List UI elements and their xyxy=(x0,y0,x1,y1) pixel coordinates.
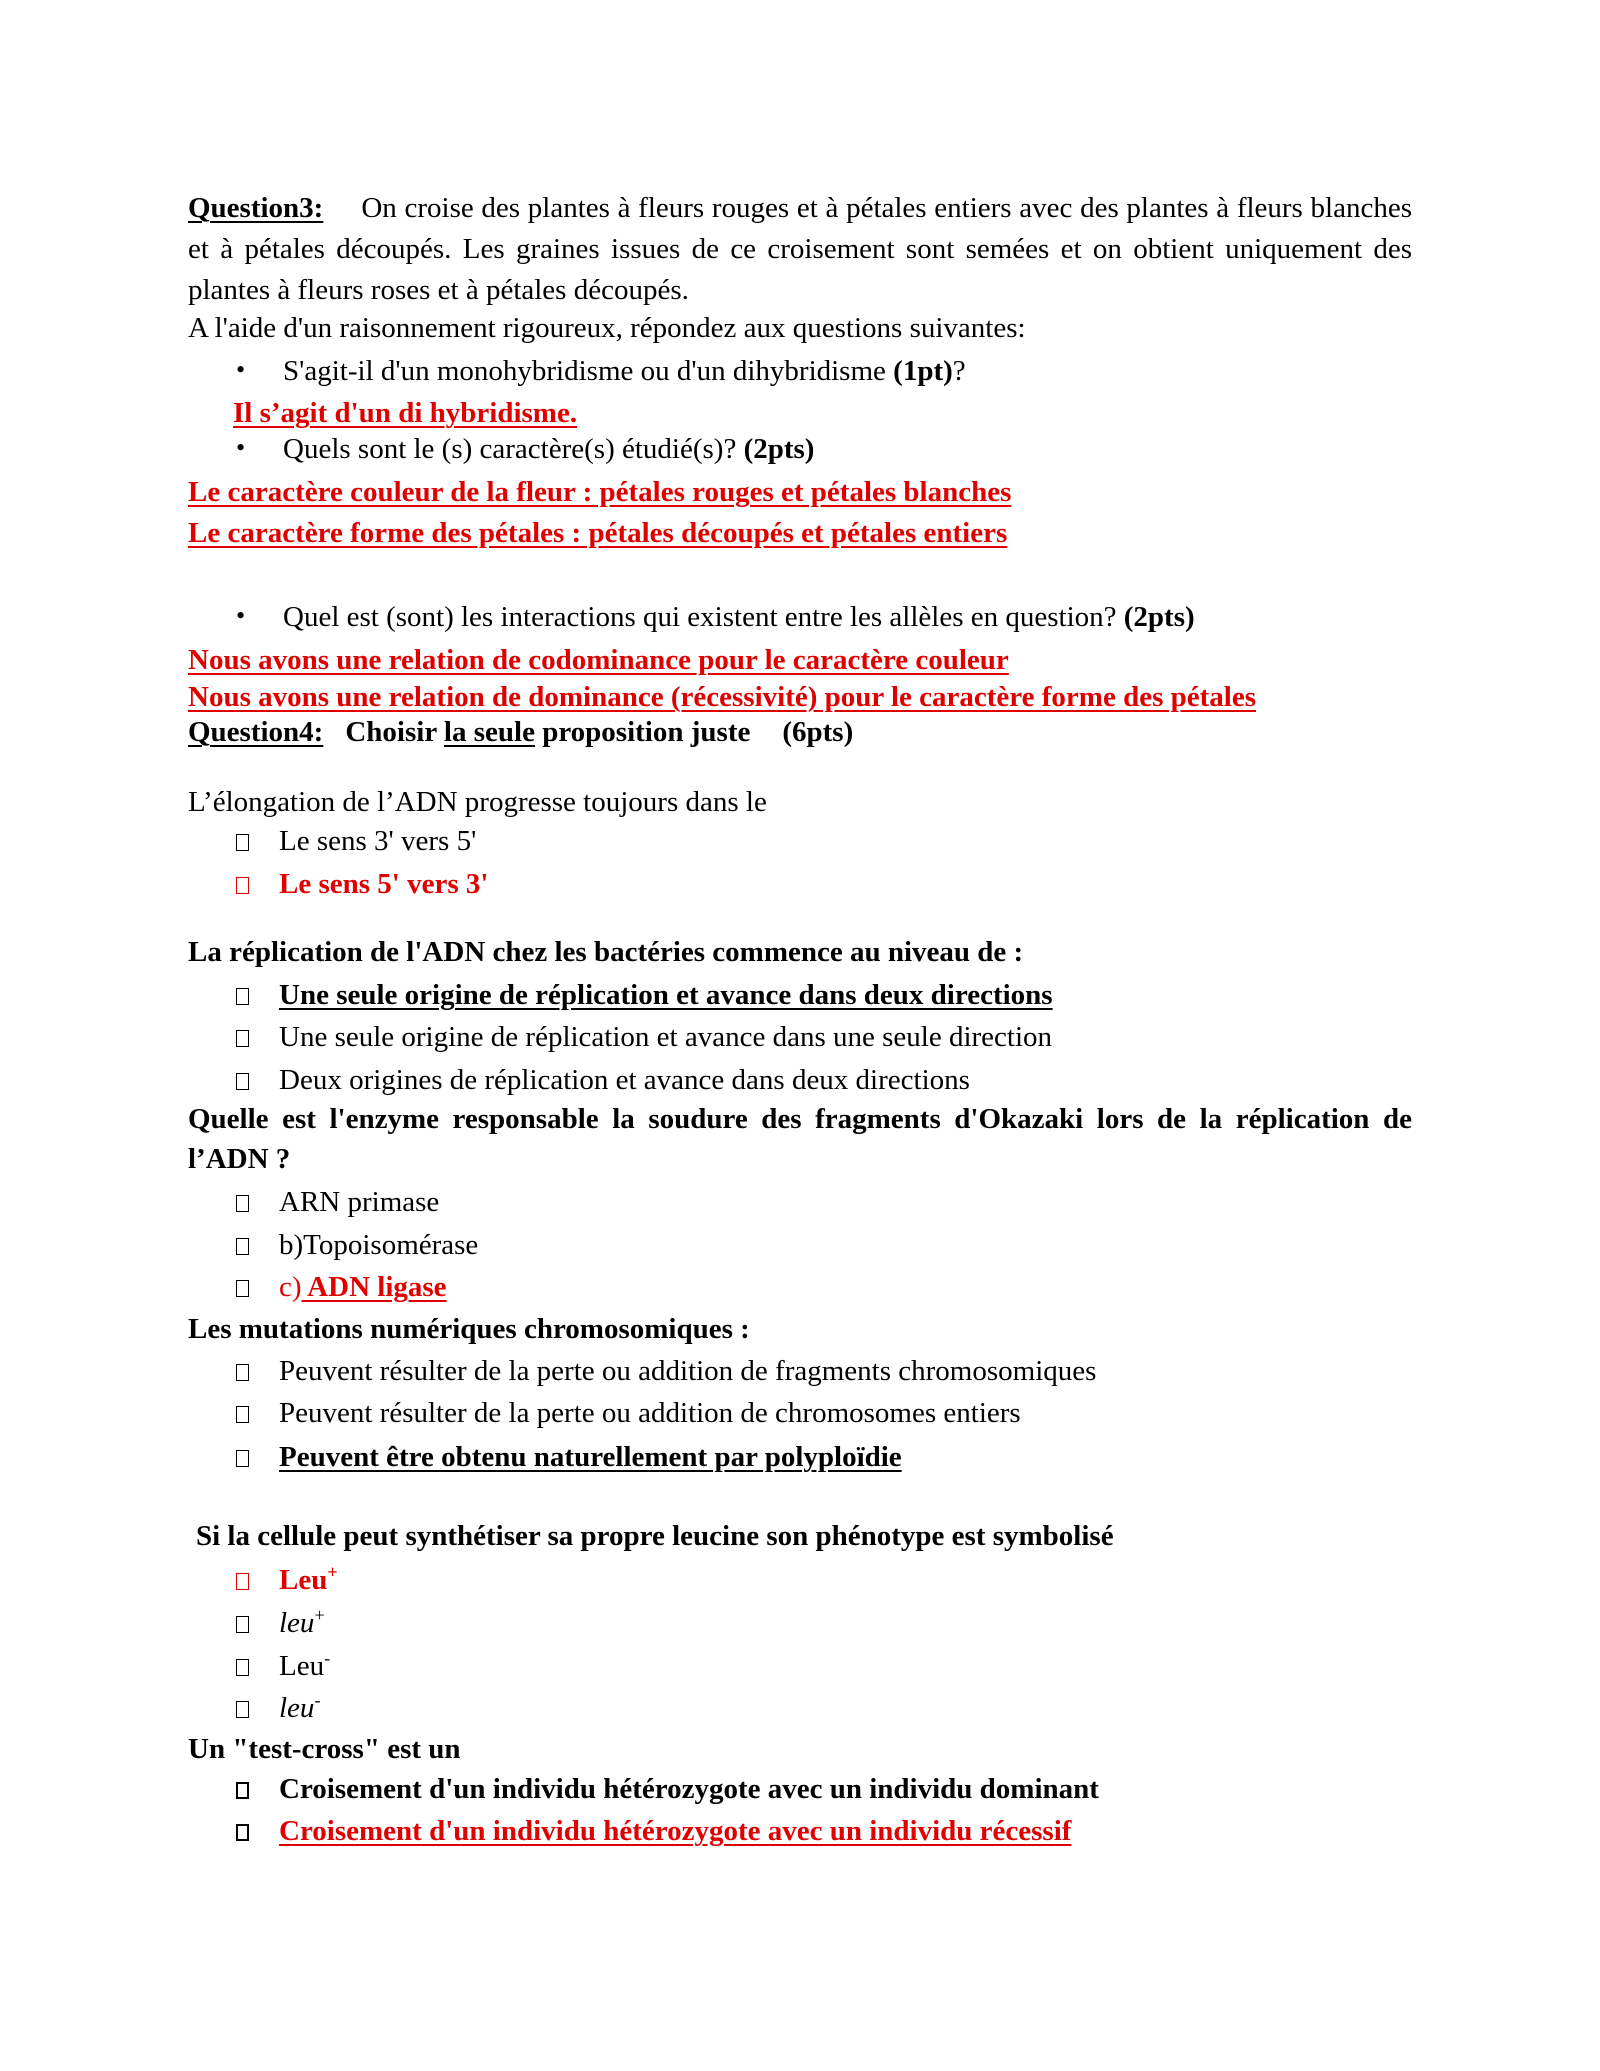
checkbox-icon[interactable] xyxy=(236,1450,249,1467)
answer-2-line-1: Le caractère couleur de la fleur : pétales rouges et pétales blanches xyxy=(188,476,1012,508)
answer-1: Il s’agit d'un di hybridisme. xyxy=(233,397,578,429)
answer-3-line-1: Nous avons une relation de codominance pour le caractère couleur xyxy=(188,644,1009,676)
mcq-4-option-2[interactable]: Peuvent résulter de la perte ou addition de chromosomes entiers xyxy=(236,1396,1021,1431)
mcq-1-option-2[interactable]: Le sens 5' vers 3' xyxy=(236,867,488,902)
checkbox-icon[interactable] xyxy=(236,1616,249,1633)
mcq-2-option-2[interactable]: Une seule origine de réplication et avance dans une seule direction xyxy=(236,1020,1052,1055)
question3-label: Question3: xyxy=(188,192,324,224)
mcq-2-option-1[interactable]: Une seule origine de réplication et avance dans deux directions xyxy=(236,978,1053,1013)
checkbox-icon[interactable] xyxy=(236,1406,249,1423)
mcq-5-option-2[interactable]: leu+ xyxy=(236,1606,325,1641)
checkbox-icon[interactable] xyxy=(236,1195,249,1212)
checkbox-icon[interactable] xyxy=(236,1659,249,1676)
checkbox-icon[interactable] xyxy=(236,1030,249,1047)
mcq-5-option-3[interactable]: Leu- xyxy=(236,1649,330,1684)
answer-2-line-2: Le caractère forme des pétales : pétales découpés et pétales entiers xyxy=(188,517,1008,549)
checkbox-icon[interactable] xyxy=(236,834,249,851)
mcq-1-option-1[interactable]: Le sens 3' vers 5' xyxy=(236,824,476,859)
checkbox-icon[interactable] xyxy=(236,1280,249,1297)
mcq-3-option-1[interactable]: ARN primase xyxy=(236,1185,439,1220)
mcq-3-prompt: Quelle est l'enzyme responsable la soudure des fragments d'Okazaki lors de la réplication de l’ADN ? xyxy=(188,1103,1412,1175)
mcq-1-prompt: L’élongation de l’ADN progresse toujours dans le xyxy=(188,786,767,818)
mcq-6-prompt: Un "test-cross" est un xyxy=(188,1733,461,1765)
checkbox-icon[interactable] xyxy=(236,1073,249,1090)
question4-label: Question4: xyxy=(188,716,324,748)
mcq-6-option-2[interactable]: Croisement d'un individu hétérozygote avec un individu récessif xyxy=(236,1814,1071,1849)
question3-text: On croise des plantes à fleurs rouges et à pétales entiers avec des plantes à fleurs blanches et à pétales découpés. Les graines issues de ce croisement sont semées et on obtient uniquement des plantes à fleurs roses et à pétales découpés. xyxy=(188,192,1412,306)
mcq-4-prompt: Les mutations numériques chromosomiques : xyxy=(188,1313,750,1345)
checkbox-icon[interactable] xyxy=(236,877,249,894)
mcq-2-option-3[interactable]: Deux origines de réplication et avance dans deux directions xyxy=(236,1063,970,1098)
mcq-5-option-4[interactable]: leu- xyxy=(236,1691,320,1726)
mcq-4-option-1[interactable]: Peuvent résulter de la perte ou addition de fragments chromosomiques xyxy=(236,1354,1096,1389)
checkbox-icon[interactable] xyxy=(236,1824,249,1841)
answer-3-line-2: Nous avons une relation de dominance (récessivité) pour le caractère forme des pétales xyxy=(188,681,1256,713)
question3-instruction: A l'aide d'un raisonnement rigoureux, répondez aux questions suivantes: xyxy=(188,312,1026,344)
question4-title: Question4: Choisir la seule proposition juste (6pts) xyxy=(188,716,854,748)
checkbox-icon[interactable] xyxy=(236,1364,249,1381)
checkbox-icon[interactable] xyxy=(236,1238,249,1255)
mcq-5-option-1[interactable]: Leu+ xyxy=(236,1563,338,1598)
checkbox-icon[interactable] xyxy=(236,1701,249,1718)
mcq-2-prompt: La réplication de l'ADN chez les bactéries commence au niveau de : xyxy=(188,936,1024,968)
checkbox-icon[interactable] xyxy=(236,1782,249,1799)
checkbox-icon[interactable] xyxy=(236,988,249,1005)
mcq-4-option-3[interactable]: Peuvent être obtenu naturellement par polyploïdie xyxy=(236,1440,902,1475)
checkbox-icon[interactable] xyxy=(236,1573,249,1590)
mcq-3-option-3[interactable]: c) ADN ligase xyxy=(236,1270,447,1305)
mcq-6-option-1[interactable]: Croisement d'un individu hétérozygote avec un individu dominant xyxy=(236,1772,1099,1807)
mcq-3-option-2[interactable]: b)Topoisomérase xyxy=(236,1228,478,1263)
question3-intro xyxy=(188,188,1412,311)
mcq-5-prompt: Si la cellule peut synthétiser sa propre leucine son phénotype est symbolisé xyxy=(196,1520,1114,1552)
